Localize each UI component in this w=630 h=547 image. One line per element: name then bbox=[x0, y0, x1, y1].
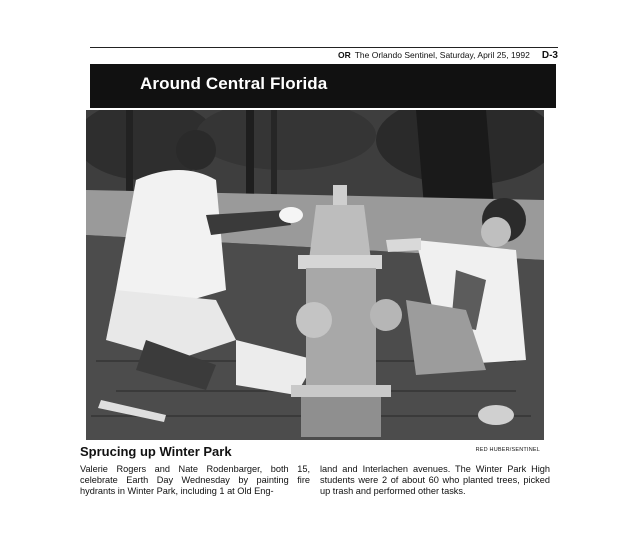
photo-credit: RED HUBER/SENTINEL bbox=[475, 447, 540, 453]
section-title: Around Central Florida bbox=[140, 74, 328, 93]
news-photo bbox=[86, 110, 544, 440]
story-headline: Sprucing up Winter Park bbox=[80, 444, 232, 459]
section-banner bbox=[90, 64, 556, 108]
header-rule bbox=[90, 47, 558, 48]
running-header bbox=[338, 50, 558, 61]
photo-caption bbox=[80, 464, 550, 497]
caption-column-1: Valerie Rogers and Nate Rodenbarger, both 15, celebrate Earth Day Wednesday by painting fire hydrants in Winter Park, including 1 at Old Eng- bbox=[80, 464, 310, 496]
paper-dateline: The Orlando Sentinel, Saturday, April 25, 1992 bbox=[354, 50, 530, 60]
photo-illustration bbox=[86, 110, 544, 440]
caption-column-2: land and Interlachen avenues. The Winter Park High students were 2 of about 60 who planted trees, picked up trash and performed other tasks. bbox=[320, 464, 550, 496]
page-number: D-3 bbox=[541, 50, 558, 61]
edition-code: OR bbox=[337, 50, 351, 60]
